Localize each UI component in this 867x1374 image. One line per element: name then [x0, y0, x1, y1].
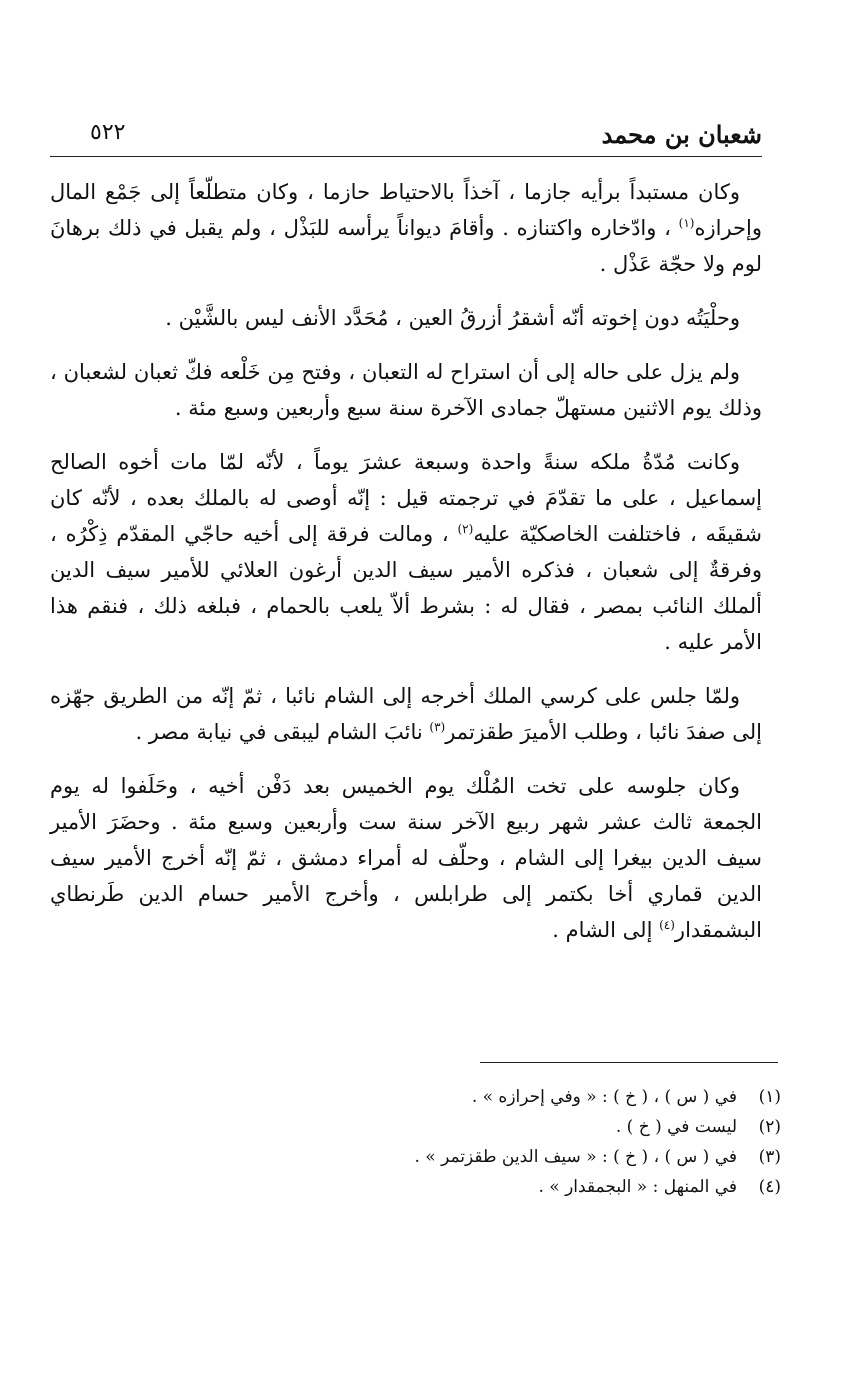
paragraph-text: ، ومالت فرقة إلى أخيه حاجّي المقدّم ذِكْرُه ، وفرقةٌ إلى شعبان ، فذكره الأمير سيف الدين أرغون العلائي للأمير سيف الدين ألملك النائب بمصر ، فقال له : بشرط ألاّ يلعب بالحمام ، فبلغه ذلك ، فنقم هذا الأمر عليه .: [50, 522, 762, 654]
paragraph-5: [50, 678, 762, 750]
footnote-divider: [480, 1062, 778, 1063]
footnote-4: [181, 1172, 781, 1202]
footnote-number: (٢): [758, 1117, 781, 1137]
footnote-number: (٣): [758, 1147, 781, 1167]
footnote-ref: (١): [678, 216, 695, 230]
paragraph-6: [50, 768, 762, 948]
footnote-1: [181, 1082, 781, 1112]
paragraph-1: [50, 174, 762, 282]
page-header: [50, 118, 762, 157]
footnote-ref: (٢): [457, 522, 474, 536]
paragraph-text: وكان جلوسه على تخت المُلْك يوم الخميس بعد دَفْن أخيه ، وحَلَفوا له يوم الجمعة ثالث عشر شهر ربيع الآخر سنة ست وأربعين وسبع مئة . وحضَرَ الأمير سيف الدين بيغرا إلى الشام ، وحلّف له أمراء دمشق ، ثمّ إنّه أخرج الأمير سيف الدين قماري أخا بكتمر إلى طرابلس ، وأخرج الأمير حسام الدين طَرنطاي البشمقدار: [50, 774, 762, 942]
footnote-text: في ( س ) ، ( خ ) : « وفي إحرازه » .: [471, 1087, 737, 1107]
paragraph-text: وكان مستبداً برأيه جازما ، آخذاً بالاحتياط حازما ، وكان متطلّعاً إلى جَمْع المال وإحرازه: [50, 180, 762, 240]
body-text: [50, 174, 762, 962]
footnote-ref: (٤): [659, 918, 675, 932]
paragraph-text: وحلْيَتُه دون إخوته أنّه أشقرُ أزرقُ العين ، مُحَدَّد الأنف ليس بالشَّيْن .: [165, 306, 740, 330]
footnote-number: (٤): [758, 1177, 781, 1197]
footnote-3: [181, 1142, 781, 1172]
footnote-2: [181, 1112, 781, 1142]
paragraph-4: [50, 444, 762, 660]
page-number: ٥٢٢: [90, 120, 126, 145]
footnote-text: في ( س ) ، ( خ ) : « سيف الدين طقزتمر » .: [414, 1147, 737, 1167]
paragraph-3: [50, 354, 762, 426]
paragraph-text: نائبَ الشام ليبقى في نيابة مصر .: [135, 720, 430, 744]
footnote-number: (١): [758, 1087, 781, 1107]
paragraph-text: ولمّا جلس على كرسي الملك أخرجه إلى الشام نائبا ، ثمّ إنّه من الطريق جهّزه إلى صفدَ نائبا ، وطلب الأميرَ طقزتمر: [50, 684, 762, 744]
paragraph-text: ، وادّخاره واكتنازه . وأقامَ ديواناً يرأسه للبَذْل ، ولم يقبل في ذلك برهانَ لوم ولا حجّة عَذْل .: [50, 216, 762, 276]
paragraph-2: [50, 300, 762, 336]
paragraph-text: وكانت مُدّةُ ملكه سنةً واحدة وسبعة عشرَ يوماً ، لأنّه لمّا مات أخوه الصالح إسماعيل ، على ما تقدّمَ في ترجمته قيل : إنّه أوصى له بالملك بعده ، لأنّه كان شقيقَه ، فاختلفت الخاصكيّة عليه: [50, 450, 762, 546]
footnote-ref: (٣): [429, 720, 446, 734]
running-title: شعبان بن محمد: [601, 120, 762, 149]
footnote-text: ليست في ( خ ) .: [615, 1117, 737, 1137]
paragraph-text: ولم يزل على حاله إلى أن استراح له التعبان ، وفتح مِن خَلْعه فكّ ثعبان لشعبان ، وذلك يوم الاثنين مستهلّ جمادى الآخرة سنة سبع وأربعين وسبع مئة .: [50, 360, 762, 420]
footnote-text: في المنهل : « البجمقدار » .: [538, 1177, 737, 1197]
paragraph-text: إلى الشام .: [552, 918, 660, 942]
footnotes: [181, 1082, 781, 1202]
